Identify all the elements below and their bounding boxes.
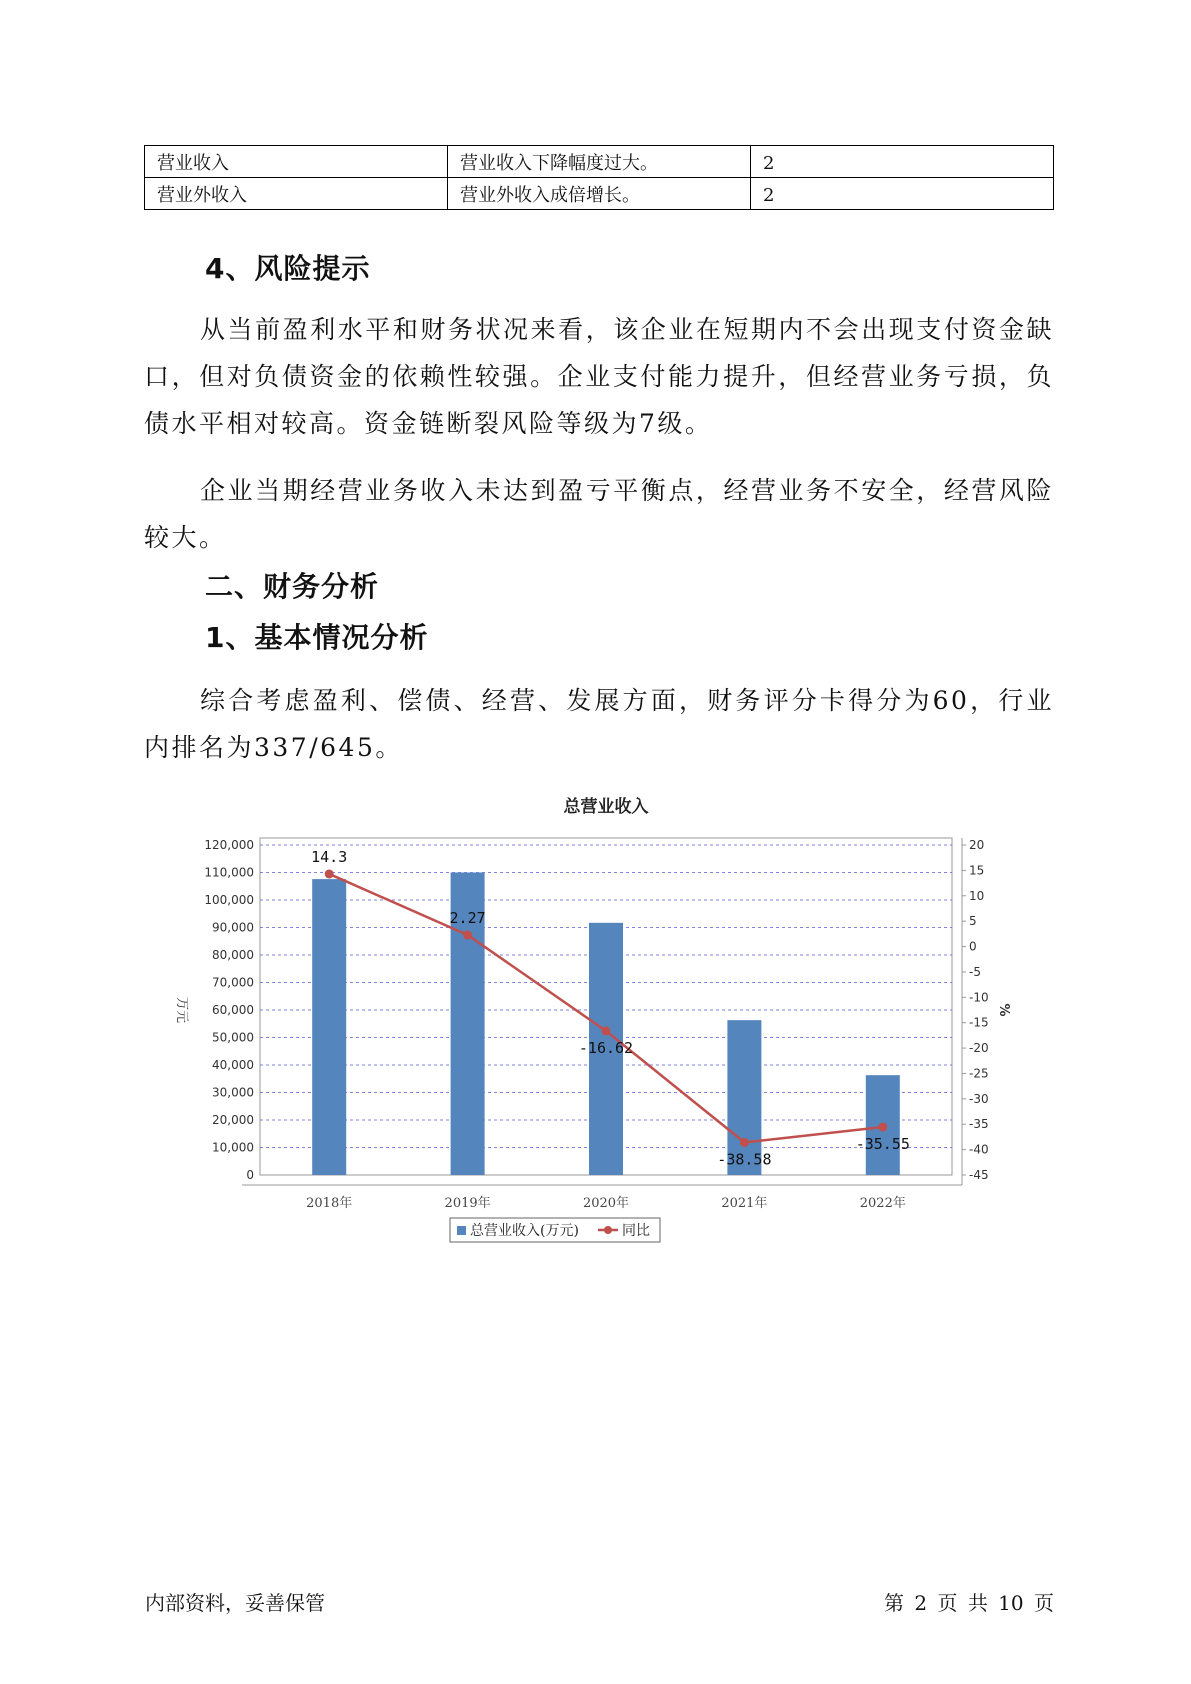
finance-heading: 二、财务分析: [205, 570, 380, 603]
yoy-data-label: 2.27: [449, 909, 486, 928]
table-cell-score: 2: [751, 146, 1054, 178]
y-tick-label: 70,000: [212, 975, 254, 990]
legend-bar-swatch: [457, 1226, 466, 1235]
x-tick-label: 2018年: [306, 1196, 353, 1211]
yoy-data-label: -38.58: [717, 1150, 772, 1169]
y-axis-label: 万元: [174, 996, 189, 1024]
x-tick-label: 2020年: [582, 1196, 630, 1211]
yoy-point: [602, 1026, 611, 1035]
yoy-point: [463, 931, 472, 940]
legend-bar-label: 总营业收入(万元): [470, 1223, 579, 1239]
table-cell-item: 营业收入: [145, 146, 448, 178]
x-tick-label: 2022年: [859, 1196, 906, 1211]
y2-axis-label: %: [996, 1003, 1011, 1017]
yoy-point: [325, 869, 334, 878]
basic-analysis-heading: 1、基本情况分析: [205, 621, 429, 654]
revenue-chart: [150, 790, 1030, 1260]
legend-line-label: 同比: [622, 1223, 650, 1239]
table-cell-desc: 营业收入下降幅度过大。: [448, 146, 751, 178]
basic-analysis-paragraph: 综合考虑盈利、偿债、经营、发展方面，财务评分卡得分为60，行业内排名为337/645。: [144, 686, 1054, 762]
y-tick-label: 50,000: [212, 1030, 254, 1045]
y2-tick-label: -45: [969, 1168, 989, 1182]
yoy-data-label: 14.3: [311, 847, 348, 866]
y2-tick-label: 10: [969, 888, 985, 903]
table-row: [145, 178, 1054, 210]
y-tick-label: 100,000: [204, 893, 254, 907]
table-cell-item: 营业外收入: [145, 178, 448, 210]
y2-tick-label: -35: [969, 1117, 989, 1132]
y2-tick-label: -5: [969, 964, 981, 979]
y2-tick-label: -20: [969, 1041, 989, 1056]
y-tick-label: 40,000: [212, 1058, 254, 1072]
revenue-chart-svg: [150, 790, 1030, 1260]
y-tick-label: 20,000: [212, 1113, 254, 1127]
y2-tick-label: -40: [969, 1142, 989, 1157]
table-cell-desc: 营业外收入成倍增长。: [448, 178, 751, 210]
legend-line-marker: [604, 1226, 612, 1234]
footer-page-number: 第 2 页 共 10 页: [884, 1591, 1054, 1615]
y2-tick-label: -15: [969, 1015, 989, 1030]
yoy-data-label: -16.62: [578, 1038, 634, 1057]
y-tick-label: 120,000: [204, 838, 254, 852]
y2-tick-label: 15: [969, 863, 985, 878]
risk-paragraph-2: 企业当期经营业务收入未达到盈亏平衡点，经营业务不安全，经营风险较大。: [144, 476, 1054, 552]
risk-heading: 4、风险提示: [205, 252, 371, 285]
y-tick-label: 90,000: [212, 920, 254, 935]
chart-title: 总营业收入: [563, 797, 649, 817]
yoy-point: [878, 1123, 887, 1132]
y2-tick-label: -30: [969, 1091, 989, 1106]
y2-tick-label: 0: [969, 939, 977, 954]
risk-paragraph-1: 从当前盈利水平和财务状况来看，该企业在短期内不会出现支付资金缺口，但对负债资金的依赖性较强。企业支付能力提升，但经营业务亏损，负债水平相对较高。资金链断裂风险等级为7级。: [144, 315, 1054, 438]
table-row: [145, 146, 1054, 178]
y2-tick-label: 5: [969, 914, 977, 929]
y2-tick-label: -10: [969, 990, 989, 1005]
y-tick-label: 30,000: [212, 1085, 254, 1100]
y2-tick-label: -25: [969, 1066, 989, 1081]
y-tick-label: 0: [246, 1168, 254, 1182]
y-tick-label: 80,000: [212, 948, 254, 962]
footer-confidential-note: 内部资料，妥善保管: [145, 1591, 325, 1615]
risk-table: [144, 145, 1054, 210]
yoy-data-label: -35.55: [855, 1135, 910, 1154]
y2-tick-label: 20: [969, 838, 985, 852]
y-tick-label: 10,000: [212, 1140, 254, 1155]
yoy-point: [740, 1138, 749, 1147]
y-tick-label: 60,000: [212, 1003, 254, 1017]
x-tick-label: 2019年: [444, 1196, 491, 1211]
revenue-bar: [312, 879, 346, 1175]
x-tick-label: 2021年: [721, 1196, 768, 1211]
table-cell-score: 2: [751, 178, 1054, 210]
y-tick-label: 110,000: [204, 865, 254, 880]
